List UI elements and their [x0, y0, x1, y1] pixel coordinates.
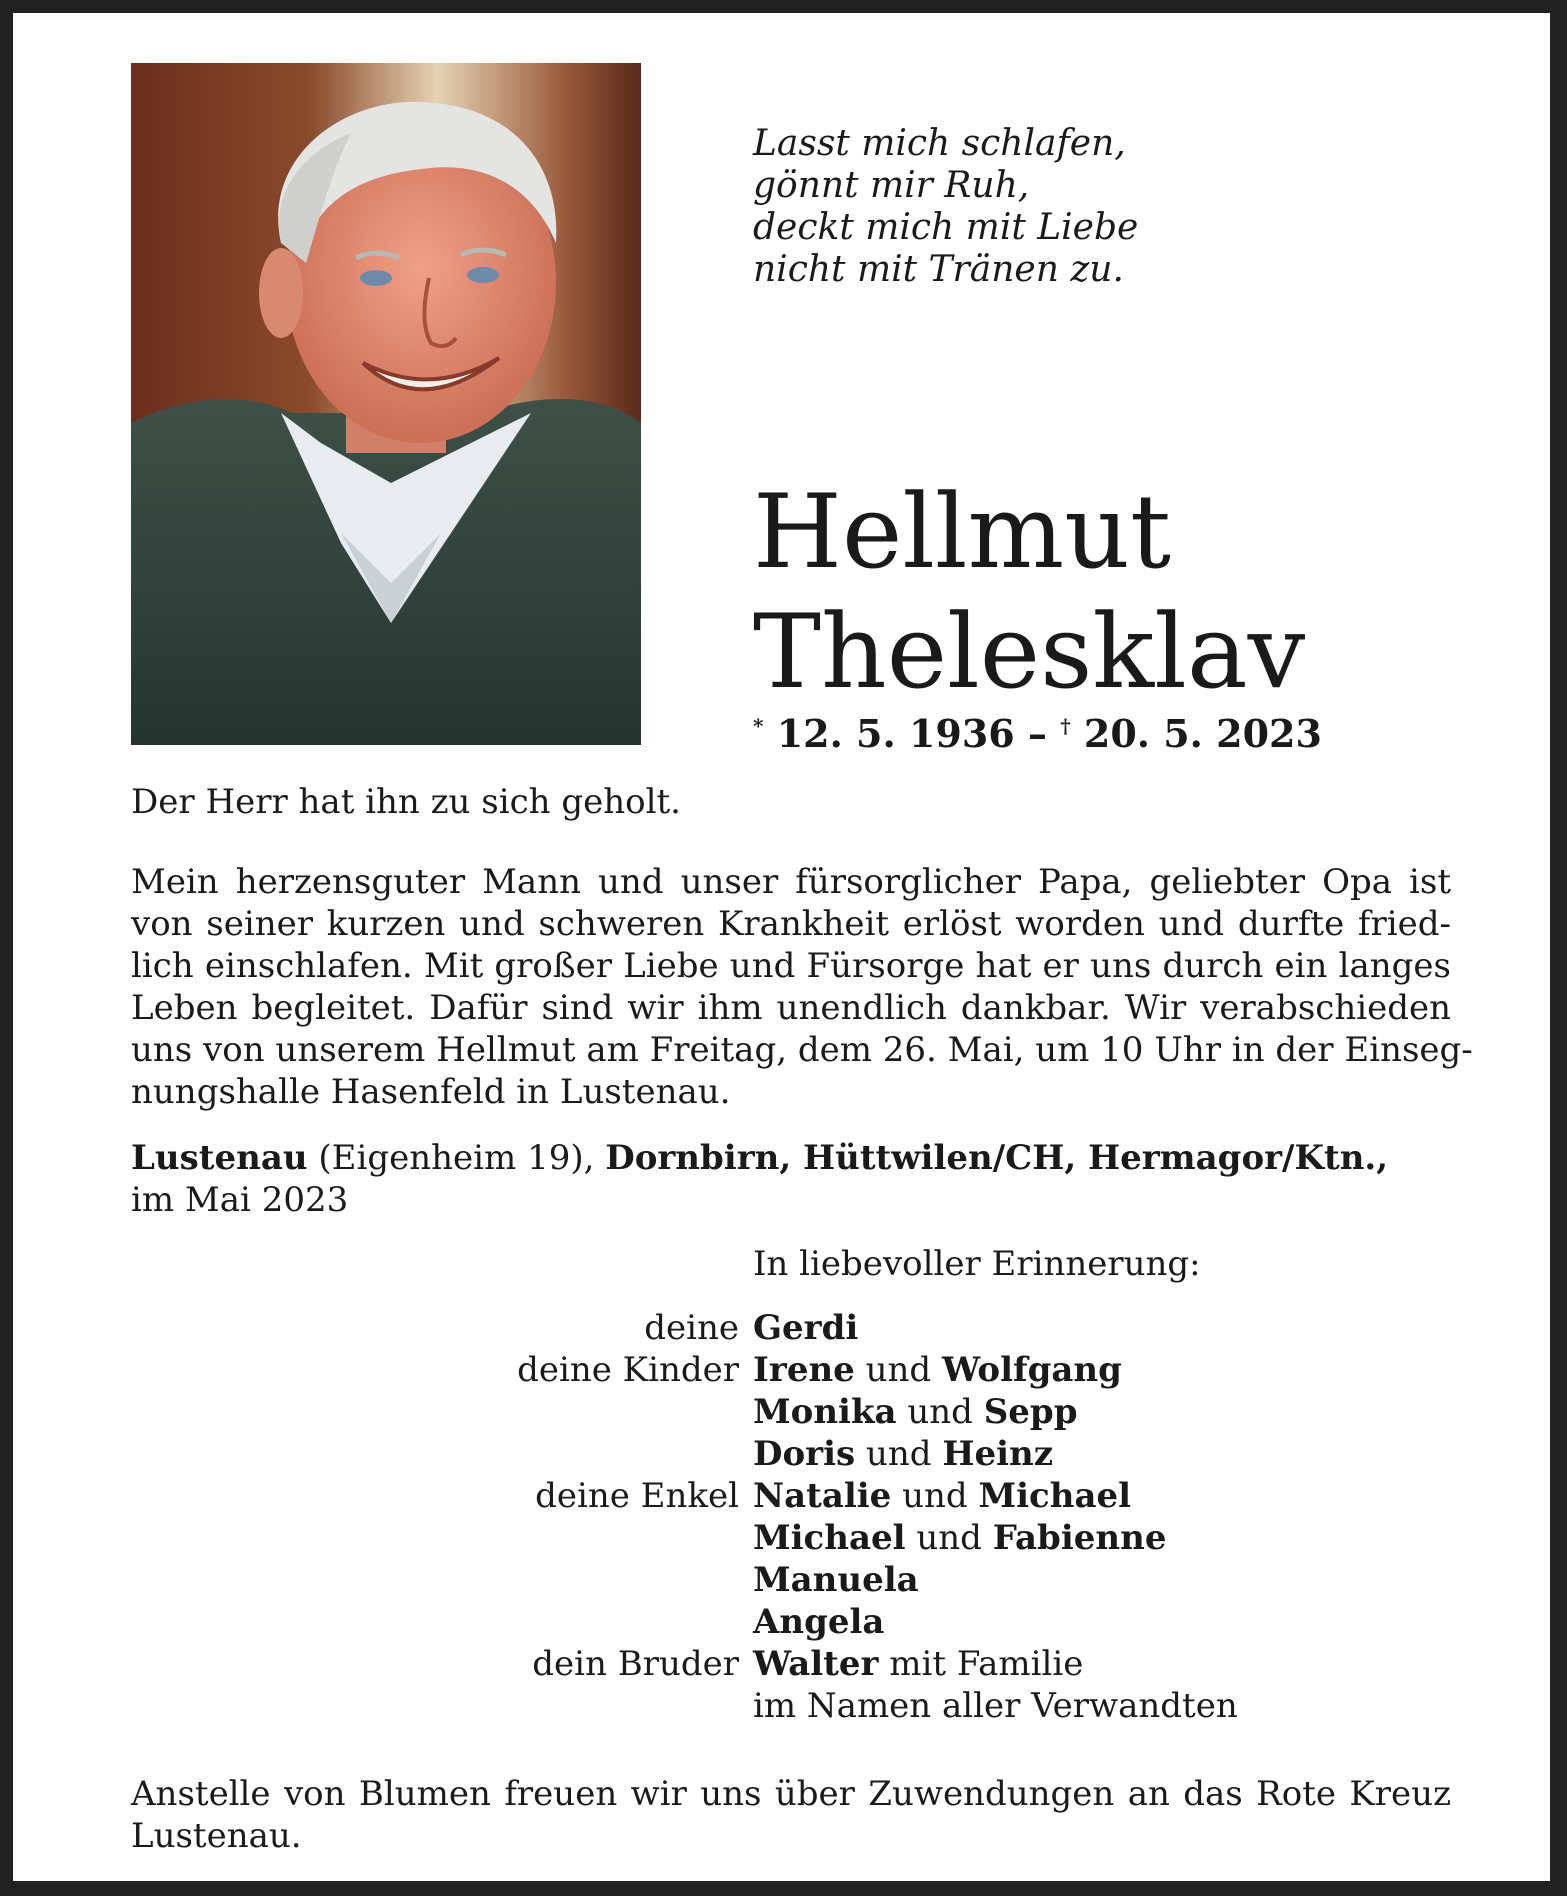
donation-line: Lustenau. [131, 1816, 302, 1856]
mourner-names [753, 1391, 1077, 1433]
death-date: 20. 5. 2023 [1083, 711, 1322, 756]
mourner-relation [131, 1601, 753, 1643]
mourner-name: Irene [753, 1350, 855, 1390]
mourner-name: Michael [753, 1518, 906, 1558]
announcement-line: von seiner kurzen und schweren Krankheit erlöst worden und durfte fried- [131, 904, 1451, 944]
home-town: Lustenau [131, 1138, 308, 1178]
announcement-line: Mein herzensguter Mann und unser fürsorglicher Papa, geliebter Opa ist [131, 862, 1451, 902]
first-name: Hellmut [753, 473, 1171, 592]
intro-sentence: Der Herr hat ihn zu sich geholt. [131, 782, 681, 822]
mourner-relation [131, 1517, 753, 1559]
place-and-date [131, 1137, 1451, 1221]
mourner-names [753, 1559, 919, 1601]
mourner-names [753, 1349, 1122, 1391]
mourner-name: Manuela [753, 1560, 919, 1600]
mourner-names [753, 1433, 1053, 1475]
mourner-name: Monika [753, 1392, 897, 1432]
portrait-illustration [131, 63, 641, 745]
deceased-name [753, 473, 1305, 713]
mourner-names [753, 1475, 1131, 1517]
mourner-names [753, 1601, 884, 1643]
poem-line: nicht mit Tränen zu. [753, 249, 1124, 290]
mourner-row [131, 1643, 1451, 1685]
mourner-name: Doris [753, 1434, 856, 1474]
mourner-name: Fabienne [992, 1518, 1167, 1558]
announcement-line: lich einschlafen. Mit großer Liebe und Fürsorge hat er uns durch ein langes [131, 946, 1451, 986]
mourner-relation [131, 1685, 753, 1727]
birth-date: 12. 5. 1936 [776, 711, 1015, 756]
mourner-relation: deine Kinder [517, 1350, 739, 1390]
mourner-name: Michael [978, 1476, 1132, 1516]
mourner-name: Wolfgang [942, 1350, 1122, 1390]
remembrance-heading: In liebevoller Erinnerung: [753, 1244, 1201, 1284]
date-separator: – [1014, 711, 1061, 756]
mourner-joiner: und [855, 1434, 943, 1474]
mourner-row [131, 1559, 1451, 1601]
life-dates [753, 703, 1322, 757]
notice-date: im Mai 2023 [131, 1180, 349, 1220]
announcement-line: nungshalle Hasenfeld in Lustenau. [131, 1072, 731, 1112]
other-places: Dornbirn, Hüttwilen/CH, Hermagor/Ktn., [605, 1138, 1389, 1178]
mourner-name: Gerdi [753, 1308, 859, 1348]
home-address: (Eigenheim 19), [307, 1138, 606, 1178]
mourner-name: Heinz [942, 1434, 1054, 1474]
mourner-relation: dein Bruder [532, 1644, 739, 1684]
mourner-row [131, 1475, 1451, 1517]
mourner-relation [131, 1559, 753, 1601]
poem-line: deckt mich mit Liebe [753, 207, 1139, 248]
mourner-name: Angela [753, 1602, 885, 1642]
birth-symbol: * [753, 714, 764, 738]
mourner-name: Walter [753, 1644, 879, 1684]
mourner-names [753, 1307, 858, 1349]
mourner-names [753, 1643, 1083, 1685]
mourner-suffix: im Namen aller Verwandten [753, 1686, 1238, 1726]
mourner-names [753, 1685, 1238, 1727]
donation-note [131, 1773, 1451, 1857]
announcement-line: uns von unserem Hellmut am Freitag, dem 26. Mai, um 10 Uhr in der Einseg- [131, 1030, 1473, 1070]
mourner-name: Natalie [753, 1476, 892, 1516]
poem-line: gönnt mir Ruh, [753, 165, 1030, 206]
mourner-joiner: und [891, 1476, 979, 1516]
mourner-row [131, 1685, 1451, 1727]
donation-line: Anstelle von Blumen freuen wir uns über Zuwendungen an das Rote Kreuz [131, 1774, 1451, 1814]
portrait-photo [131, 63, 641, 745]
poem [753, 123, 1513, 291]
mourner-suffix: mit Familie [878, 1644, 1084, 1684]
mourner-name: Sepp [983, 1392, 1078, 1432]
mourners-list [131, 1307, 1451, 1727]
mourner-relation: deine Enkel [535, 1476, 739, 1516]
announcement-text [131, 861, 1473, 1113]
mourner-row [131, 1349, 1451, 1391]
last-name: Thelesklav [753, 593, 1306, 712]
mourner-row [131, 1601, 1451, 1643]
mourner-names [753, 1517, 1166, 1559]
death-symbol: † [1060, 714, 1071, 738]
mourner-row [131, 1433, 1451, 1475]
poem-line: Lasst mich schlafen, [753, 123, 1126, 164]
mourner-row [131, 1307, 1451, 1349]
mourner-joiner: und [854, 1350, 942, 1390]
mourner-relation: deine [644, 1308, 739, 1348]
obituary-notice [13, 13, 1550, 1881]
mourner-row [131, 1391, 1451, 1433]
mourner-joiner: und [896, 1392, 984, 1432]
announcement-line: Leben begleitet. Dafür sind wir ihm unendlich dankbar. Wir verabschieden [131, 988, 1451, 1028]
mourner-joiner: und [905, 1518, 993, 1558]
mourner-relation [131, 1391, 753, 1433]
mourner-row [131, 1517, 1451, 1559]
mourner-relation [131, 1433, 753, 1475]
